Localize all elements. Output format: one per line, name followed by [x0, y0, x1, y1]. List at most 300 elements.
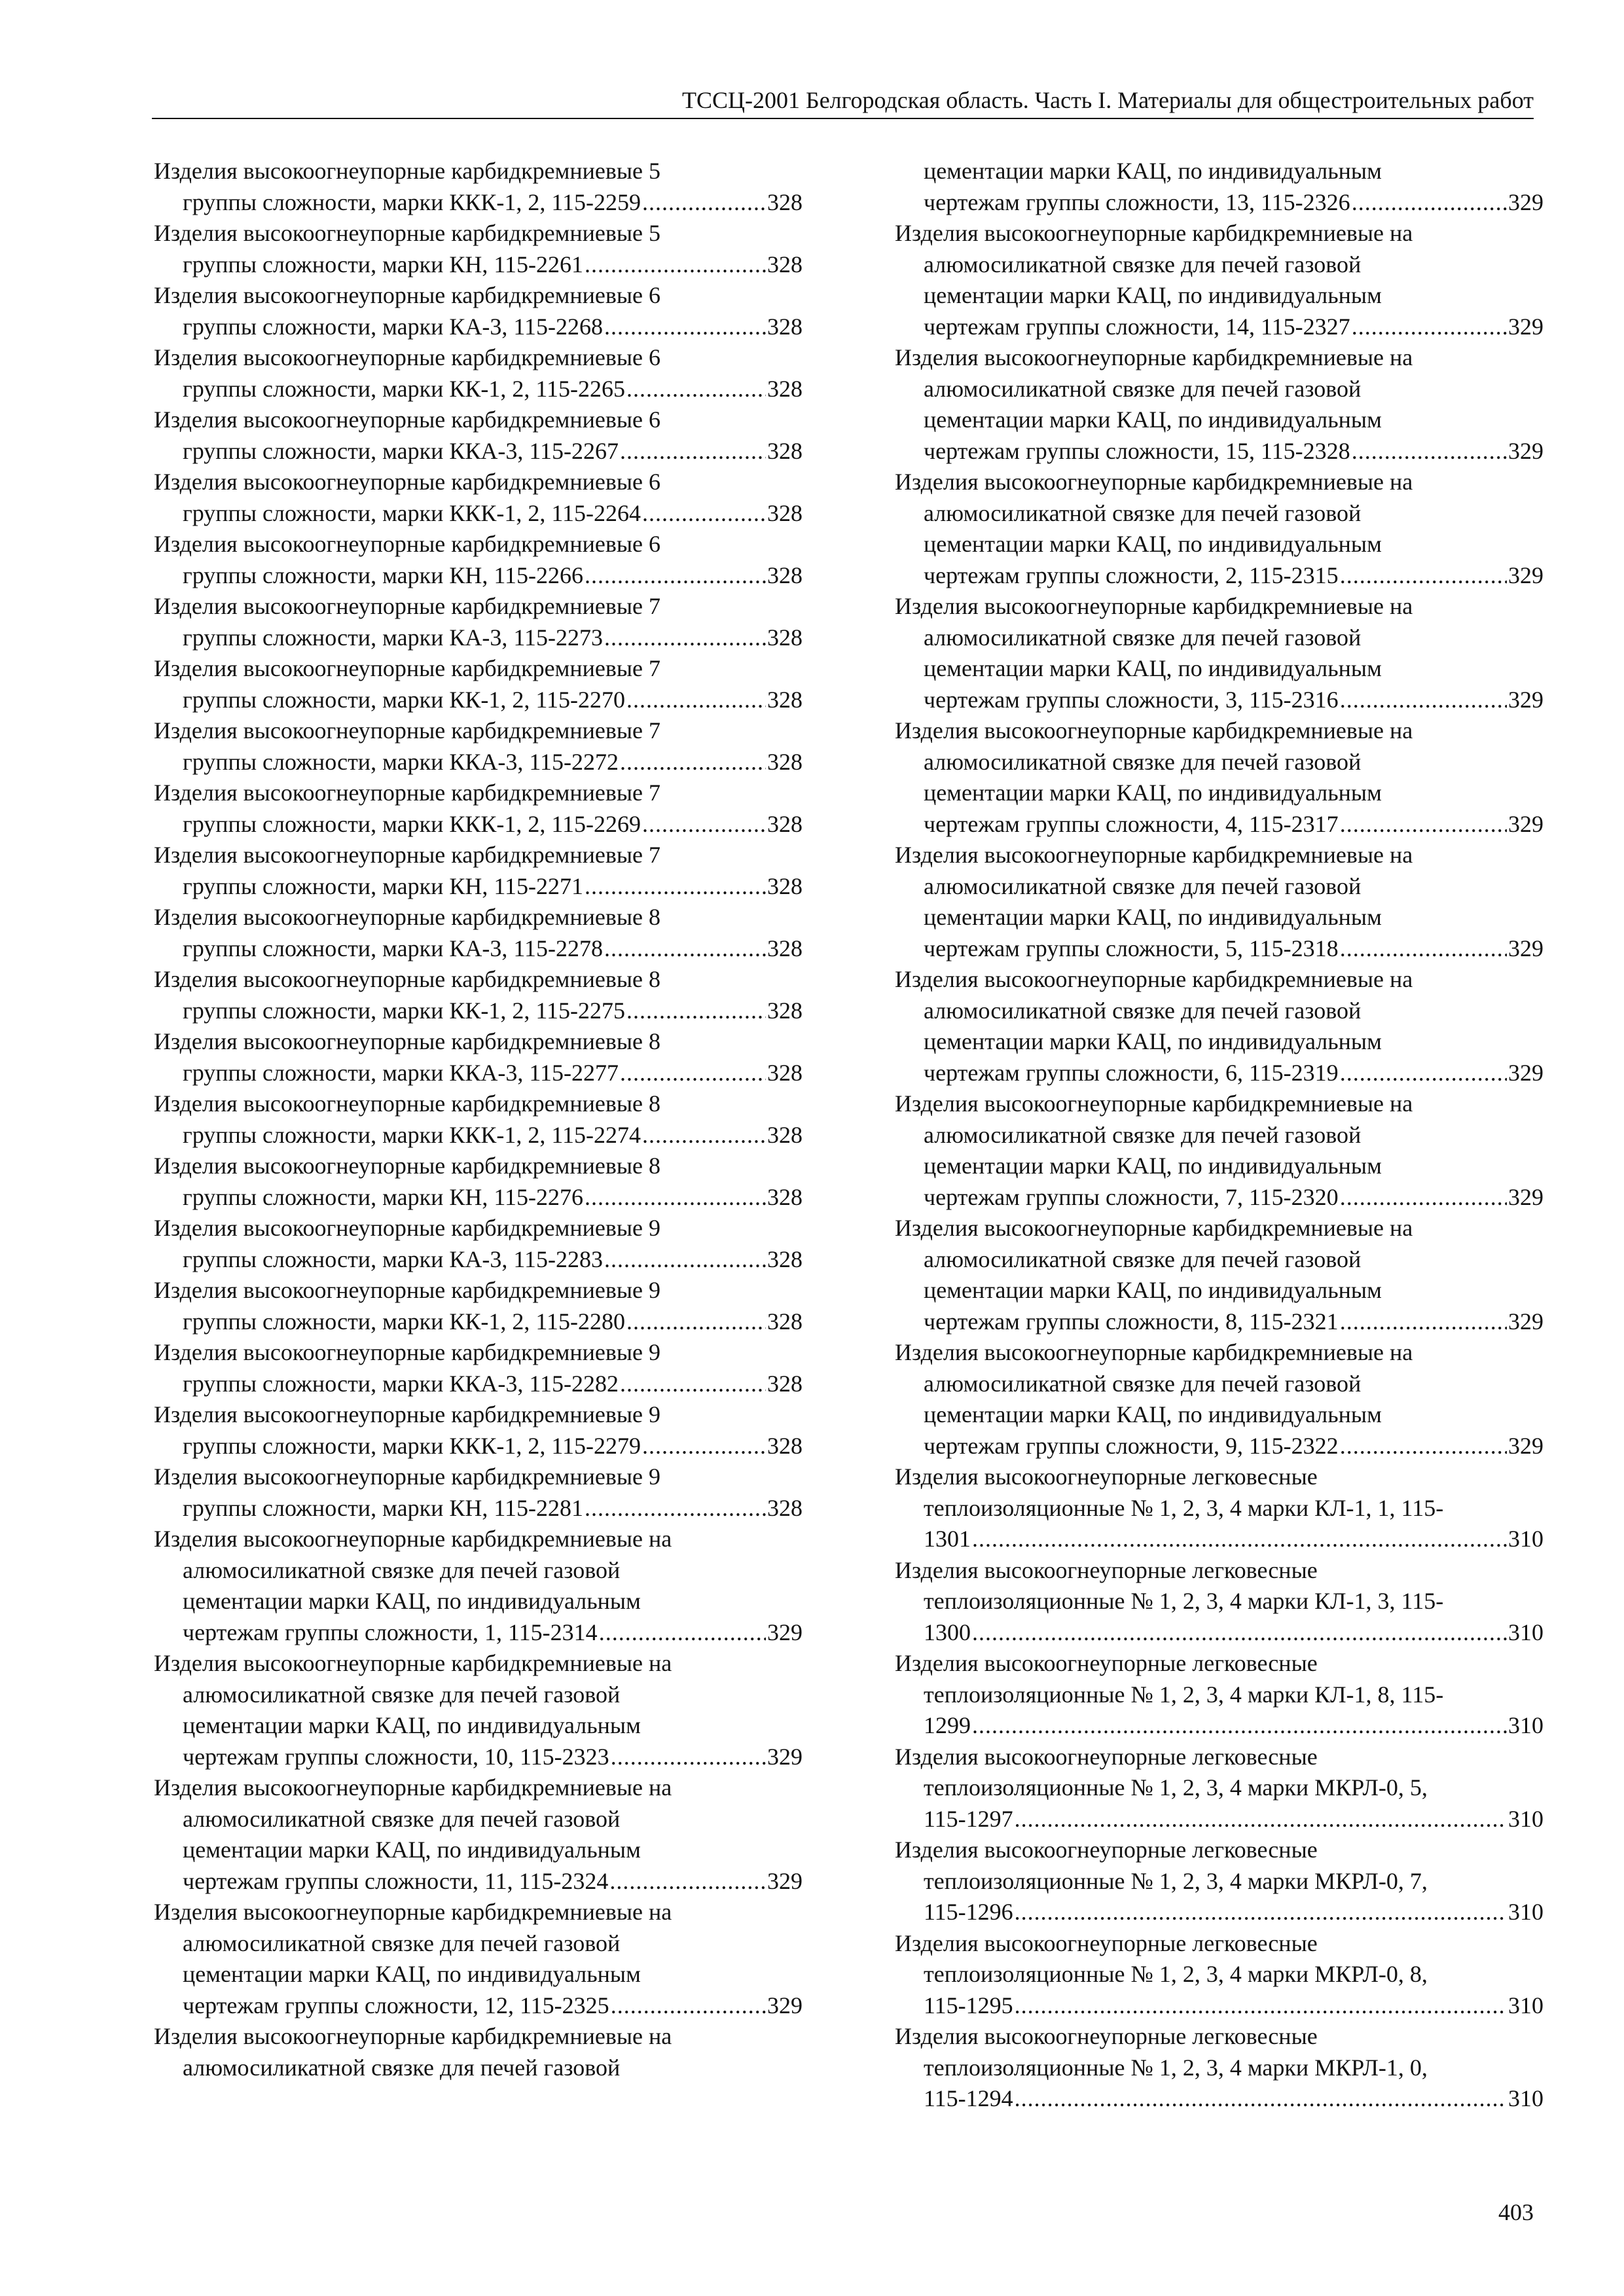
dot-leader	[626, 1306, 766, 1338]
index-entry-line: Изделия высокоогнеупорные карбидкремниевые 7	[154, 717, 661, 744]
index-entry	[154, 591, 803, 653]
index-entry-line: Изделия высокоогнеупорные карбидкремниевые на	[895, 1339, 1413, 1365]
index-entry	[154, 1026, 803, 1088]
entry-text: группы сложности, марки КА-3, 115-2273	[183, 624, 603, 651]
index-entry-line: алюмосиликатной связке для печей газовой	[183, 1556, 621, 1583]
index-entry-line	[154, 498, 803, 529]
index-entry-line	[895, 1617, 1543, 1649]
index-entry-line: Изделия высокоогнеупорные легковесные	[895, 1556, 1318, 1583]
entry-text: группы сложности, марки КН, 115-2281	[183, 1494, 583, 1521]
index-entry-line: Изделия высокоогнеупорные легковесные	[895, 1929, 1318, 1956]
dot-leader	[972, 1524, 1507, 1555]
index-entry-line: теплоизоляционные № 1, 2, 3, 4 марки КЛ-1, 1, 115-	[924, 1494, 1444, 1521]
index-entry-line: Изделия высокоогнеупорные карбидкремниевые на	[895, 220, 1413, 246]
entry-page-number: 328	[767, 624, 803, 651]
dot-leader	[1352, 312, 1507, 343]
entry-text: группы сложности, марки КН, 115-2276	[183, 1183, 583, 1210]
index-entry-line: Изделия высокоогнеупорные карбидкремниевые на	[895, 842, 1413, 868]
index-entry-line: алюмосиликатной связке для печей газовой	[183, 1681, 621, 1708]
entry-text: группы сложности, марки КА-3, 115-2283	[183, 1246, 603, 1272]
index-entry-line: алюмосиликатной связке для печей газовой	[924, 375, 1362, 402]
entry-page-number: 328	[767, 1432, 803, 1459]
entry-text: группы сложности, марки ККК-1, 2, 115-2259	[183, 188, 641, 215]
index-entry-line: алюмосиликатной связке для печей газовой	[924, 1370, 1362, 1397]
index-entry-line	[154, 187, 803, 219]
index-entry-line	[895, 1431, 1543, 1462]
entry-page-number: 328	[767, 1494, 803, 1521]
index-entry	[154, 1772, 803, 1897]
entry-text: чертежам группы сложности, 9, 115-2322	[924, 1432, 1339, 1459]
index-entry-line	[154, 1182, 803, 1213]
index-entry	[895, 591, 1543, 715]
entry-page-number: 328	[767, 437, 803, 464]
index-entry-line: цементации марки КАЦ, по индивидуальным	[924, 1401, 1382, 1427]
index-entry-line: алюмосиликатной связке для печей газовой	[924, 1121, 1362, 1148]
dot-leader	[642, 498, 766, 529]
entry-text: группы сложности, марки КК-1, 2, 115-2280	[183, 1308, 626, 1335]
entry-page-number: 328	[767, 1121, 803, 1148]
entry-page-number: 310	[1508, 2085, 1543, 2111]
index-entry-line	[154, 1431, 803, 1462]
dot-leader	[1340, 1182, 1507, 1213]
entry-text: 115-1294	[924, 2085, 1013, 2111]
entry-page-number: 329	[1508, 686, 1543, 713]
entry-page-number: 329	[1508, 1308, 1543, 1335]
entry-page-number: 310	[1508, 1899, 1543, 1925]
entry-text: 115-1297	[924, 1805, 1013, 1832]
index-entry-line: Изделия высокоогнеупорные карбидкремниевые на	[154, 1899, 672, 1925]
entry-page-number: 328	[767, 748, 803, 775]
index-entry-line: алюмосиликатной связке для печей газовой	[924, 624, 1362, 651]
entry-page-number: 328	[767, 997, 803, 1024]
entry-text: чертежам группы сложности, 4, 115-2317	[924, 810, 1339, 837]
dot-leader	[1340, 1058, 1507, 1089]
index-entry-line: Изделия высокоогнеупорные карбидкремниевые на	[154, 1774, 672, 1801]
entry-text: чертежам группы сложности, 12, 115-2325	[183, 1992, 609, 2018]
index-entry-line: Изделия высокоогнеупорные карбидкремниевые 5	[154, 220, 661, 246]
index-entry-line: теплоизоляционные № 1, 2, 3, 4 марки МКРЛ-1, 0,	[924, 2054, 1428, 2081]
index-entry-line: цементации марки КАЦ, по индивидуальным	[183, 1588, 641, 1614]
index-entry-line: алюмосиликатной связке для печей газовой	[924, 997, 1362, 1024]
index-entry	[154, 653, 803, 715]
entry-text: чертежам группы сложности, 13, 115-2326	[924, 188, 1350, 215]
index-entry-line: Изделия высокоогнеупорные легковесные	[895, 1650, 1318, 1676]
index-entry	[154, 1399, 803, 1462]
index-entry	[895, 467, 1543, 591]
index-entry-line: Изделия высокоогнеупорные карбидкремниевые 9	[154, 1401, 661, 1427]
entry-page-number: 328	[767, 499, 803, 526]
index-entry-line: Изделия высокоогнеупорные карбидкремниевые на	[154, 2023, 672, 2049]
index-entry-line: цементации марки КАЦ, по индивидуальным	[924, 1153, 1382, 1179]
index-entry-line	[154, 312, 803, 343]
index-entry-line: Изделия высокоогнеупорные легковесные	[895, 2023, 1318, 2049]
index-entry	[895, 1555, 1543, 1649]
entry-page-number: 329	[1508, 562, 1543, 588]
index-entry-line: цементации марки КАЦ, по индивидуальным	[924, 282, 1382, 308]
dot-leader	[620, 747, 766, 778]
index-entry-line: Изделия высокоогнеупорные карбидкремниевые 9	[154, 1339, 661, 1365]
index-entry-line	[154, 1617, 803, 1649]
dot-leader	[611, 1742, 766, 1773]
index-entry-line: цементации марки КАЦ, по индивидуальным	[924, 904, 1382, 930]
entry-text: чертежам группы сложности, 2, 115-2315	[924, 562, 1339, 588]
index-entry-line: алюмосиликатной связке для печей газовой	[924, 872, 1362, 899]
entry-page-number: 329	[767, 1992, 803, 2018]
index-entry-line	[895, 187, 1543, 219]
index-entry	[154, 1337, 803, 1399]
index-entry	[895, 1337, 1543, 1462]
dot-leader	[1352, 187, 1507, 219]
index-entry-line: цементации марки КАЦ, по индивидуальным	[924, 780, 1382, 806]
entry-page-number: 328	[767, 251, 803, 278]
entry-page-number: 329	[1508, 188, 1543, 215]
entry-page-number: 328	[767, 375, 803, 402]
index-entry-line	[895, 933, 1543, 965]
entry-text: чертежам группы сложности, 7, 115-2320	[924, 1183, 1339, 1210]
index-entry-line: алюмосиликатной связке для печей газовой	[183, 1929, 621, 1956]
index-entry	[895, 715, 1543, 840]
index-entry-line	[154, 560, 803, 592]
entry-text: группы сложности, марки ККК-1, 2, 115-2274	[183, 1121, 641, 1148]
dot-leader	[585, 1182, 766, 1213]
index-entry	[895, 156, 1543, 218]
index-entry	[154, 1524, 803, 1648]
entry-page-number: 328	[767, 1308, 803, 1335]
entry-page-number: 329	[1508, 1059, 1543, 1086]
entry-text: чертежам группы сложности, 6, 115-2319	[924, 1059, 1339, 1086]
index-entry-line	[154, 436, 803, 467]
entry-text: группы сложности, марки ККА-3, 115-2282	[183, 1370, 619, 1397]
index-entry-line	[895, 436, 1543, 467]
index-entry-line: цементации марки КАЦ, по индивидуальным	[924, 1028, 1382, 1054]
index-entry-line: Изделия высокоогнеупорные карбидкремниевые 6	[154, 531, 661, 557]
index-entry	[154, 156, 803, 218]
entry-text: чертежам группы сложности, 15, 115-2328	[924, 437, 1350, 464]
index-entry-line: цементации марки КАЦ, по индивидуальным	[183, 1961, 641, 1987]
entry-page-number: 329	[1508, 1432, 1543, 1459]
entry-text: группы сложности, марки КК-1, 2, 115-2275	[183, 997, 626, 1024]
entry-text: группы сложности, марки ККК-1, 2, 115-2264	[183, 499, 641, 526]
index-entry-line: Изделия высокоогнеупорные карбидкремниевые на	[895, 593, 1413, 619]
entry-text: чертежам группы сложности, 1, 115-2314	[183, 1619, 598, 1645]
index-entry-line: Изделия высокоогнеупорные карбидкремниевые на	[895, 344, 1413, 370]
dot-leader	[1015, 2083, 1507, 2115]
index-entry-line	[154, 374, 803, 405]
entry-page-number: 310	[1508, 1526, 1543, 1552]
entry-text: чертежам группы сложности, 11, 115-2324	[183, 1867, 609, 1894]
dot-leader	[1340, 560, 1507, 592]
index-entry-line	[154, 1244, 803, 1276]
dot-leader	[642, 1431, 766, 1462]
index-entry-line: Изделия высокоогнеупорные карбидкремниевые 6	[154, 344, 661, 370]
index-entry	[895, 1462, 1543, 1555]
entry-page-number: 310	[1508, 1619, 1543, 1645]
dot-leader	[620, 1369, 766, 1400]
dot-leader	[642, 187, 766, 219]
index-entry	[154, 1275, 803, 1337]
entry-text: 1300	[924, 1619, 971, 1645]
entry-text: группы сложности, марки КА-3, 115-2268	[183, 313, 603, 340]
dot-leader	[1340, 1306, 1507, 1338]
index-entry-line: цементации марки КАЦ, по индивидуальным	[924, 158, 1382, 184]
index-entry-line	[895, 1306, 1543, 1338]
index-entry-line: теплоизоляционные № 1, 2, 3, 4 марки МКРЛ-0, 5,	[924, 1774, 1428, 1801]
index-entry-line: цементации марки КАЦ, по индивидуальным	[924, 531, 1382, 557]
index-entry-line: Изделия высокоогнеупорные карбидкремниевые 9	[154, 1277, 661, 1303]
entry-text: группы сложности, марки КН, 115-2271	[183, 872, 583, 899]
entry-text: группы сложности, марки КА-3, 115-2278	[183, 935, 603, 961]
index-entry-line	[895, 685, 1543, 716]
entry-page-number: 329	[1508, 437, 1543, 464]
index-entry	[895, 1088, 1543, 1213]
entry-text: группы сложности, марки КК-1, 2, 115-2270	[183, 686, 626, 713]
entry-text: группы сложности, марки КК-1, 2, 115-2265	[183, 375, 626, 402]
index-entry-line: Изделия высокоогнеупорные карбидкремниевые 6	[154, 282, 661, 308]
index-entry	[154, 1151, 803, 1213]
entry-page-number: 328	[767, 872, 803, 899]
dot-leader	[1340, 809, 1507, 840]
index-entry-line: теплоизоляционные № 1, 2, 3, 4 марки КЛ-1, 8, 115-	[924, 1681, 1444, 1708]
index-entry	[154, 2021, 803, 2083]
index-entry-line: Изделия высокоогнеупорные карбидкремниевые 8	[154, 1028, 661, 1054]
index-entry	[154, 902, 803, 964]
index-entry	[154, 467, 803, 529]
index-entry-line	[154, 1990, 803, 2022]
dot-leader	[1352, 436, 1507, 467]
entry-text: чертежам группы сложности, 14, 115-2327	[924, 313, 1350, 340]
index-entry-line: Изделия высокоогнеупорные карбидкремниевые 7	[154, 780, 661, 806]
dot-leader	[1340, 685, 1507, 716]
dot-leader	[1340, 933, 1507, 965]
index-entry	[895, 2021, 1543, 2115]
entry-page-number: 328	[767, 1059, 803, 1086]
index-entry-line: алюмосиликатной связке для печей газовой	[924, 499, 1362, 526]
index-entry-line	[895, 1804, 1543, 1835]
index-entry-line: Изделия высокоогнеупорные карбидкремниевые 8	[154, 966, 661, 992]
index-entry	[154, 280, 803, 342]
index-entry-line: Изделия высокоогнеупорные карбидкремниевые 9	[154, 1215, 661, 1241]
index-entry-line	[154, 871, 803, 903]
index-entry-line: теплоизоляционные № 1, 2, 3, 4 марки КЛ-1, 3, 115-	[924, 1588, 1444, 1614]
index-entry	[895, 1648, 1543, 1742]
index-column-right	[895, 156, 1543, 2115]
index-entry-line: цементации марки КАЦ, по индивидуальным	[183, 1837, 641, 1863]
dot-leader	[585, 1493, 766, 1524]
entry-page-number: 328	[767, 1183, 803, 1210]
index-entry-line	[154, 1058, 803, 1089]
dot-leader	[1015, 1804, 1507, 1835]
dot-leader	[1015, 1990, 1507, 2022]
entry-text: 1301	[924, 1526, 971, 1552]
entry-page-number: 328	[767, 562, 803, 588]
index-entry-line: Изделия высокоогнеупорные карбидкремниевые на	[895, 469, 1413, 495]
index-entry-line: цементации марки КАЦ, по индивидуальным	[183, 1712, 641, 1738]
dot-leader	[626, 996, 766, 1027]
index-entry	[154, 218, 803, 280]
index-entry-line	[895, 1897, 1543, 1928]
index-entry-line: цементации марки КАЦ, по индивидуальным	[924, 1277, 1382, 1303]
index-entry-line: Изделия высокоогнеупорные карбидкремниевые 8	[154, 1090, 661, 1117]
dot-leader	[611, 1990, 766, 2022]
index-entry-line	[154, 622, 803, 654]
index-entry	[154, 778, 803, 840]
page-number: 403	[1498, 2199, 1534, 2225]
entry-page-number: 328	[767, 1370, 803, 1397]
index-entry-line	[895, 1182, 1543, 1213]
entry-text: группы сложности, марки ККК-1, 2, 115-2279	[183, 1432, 641, 1459]
dot-leader	[585, 249, 766, 281]
entry-page-number: 328	[767, 935, 803, 961]
entry-text: группы сложности, марки ККА-3, 115-2267	[183, 437, 619, 464]
dot-leader	[620, 1058, 766, 1089]
entry-page-number: 329	[767, 1743, 803, 1770]
index-entry-line	[895, 560, 1543, 592]
entry-text: чертежам группы сложности, 5, 115-2318	[924, 935, 1339, 961]
dot-leader	[604, 312, 766, 343]
index-entry-line	[154, 1866, 803, 1897]
index-entry-line: Изделия высокоогнеупорные карбидкремниевые 6	[154, 406, 661, 433]
entry-page-number: 328	[767, 1246, 803, 1272]
index-entry-line	[895, 1058, 1543, 1089]
dot-leader	[1340, 1431, 1507, 1462]
index-entry-line	[895, 2083, 1543, 2115]
index-entry-line: Изделия высокоогнеупорные легковесные	[895, 1463, 1318, 1490]
entry-page-number: 329	[767, 1867, 803, 1894]
index-entry	[895, 840, 1543, 964]
index-entry	[154, 1897, 803, 2021]
index-entry-line	[154, 933, 803, 965]
dot-leader	[585, 871, 766, 903]
index-entry-line: цементации марки КАЦ, по индивидуальным	[924, 406, 1382, 433]
index-entry	[895, 342, 1543, 467]
index-entry-line	[895, 1710, 1543, 1742]
entry-page-number: 328	[767, 188, 803, 215]
index-entry-line: Изделия высокоогнеупорные карбидкремниевые на	[895, 717, 1413, 744]
dot-leader	[1015, 1897, 1507, 1928]
index-entry	[154, 1648, 803, 1772]
index-entry-line	[895, 1524, 1543, 1555]
index-entry-line	[154, 1306, 803, 1338]
index-column-left	[154, 156, 803, 2083]
entry-page-number: 329	[1508, 313, 1543, 340]
index-entry-line: алюмосиликатной связке для печей газовой	[183, 2054, 621, 2081]
entry-page-number: 329	[767, 1619, 803, 1645]
index-entry-line	[154, 1742, 803, 1773]
index-entry-line: Изделия высокоогнеупорные карбидкремниевые на	[154, 1650, 672, 1676]
index-entry	[895, 1742, 1543, 1835]
index-entry	[154, 1462, 803, 1524]
entry-text: группы сложности, марки КН, 115-2266	[183, 562, 583, 588]
index-entry-line: теплоизоляционные № 1, 2, 3, 4 марки МКРЛ-0, 8,	[924, 1961, 1428, 1987]
dot-leader	[972, 1617, 1507, 1649]
index-entry	[154, 404, 803, 467]
index-entry-line: Изделия высокоогнеупорные карбидкремниевые на	[895, 1090, 1413, 1117]
entry-page-number: 310	[1508, 1712, 1543, 1738]
dot-leader	[585, 560, 766, 592]
entry-page-number: 329	[1508, 1183, 1543, 1210]
index-entry-line: Изделия высокоогнеупорные карбидкремниевые 9	[154, 1463, 661, 1490]
entry-text: группы сложности, марки ККА-3, 115-2272	[183, 748, 619, 775]
index-entry	[895, 964, 1543, 1088]
entry-page-number: 310	[1508, 1805, 1543, 1832]
running-header: ТССЦ-2001 Белгородская область. Часть I. Материалы для общестроительных работ	[152, 84, 1534, 119]
dot-leader	[642, 809, 766, 840]
index-entry-line: алюмосиликатной связке для печей газовой	[924, 251, 1362, 278]
index-entry	[895, 1213, 1543, 1337]
index-entry-line: теплоизоляционные № 1, 2, 3, 4 марки МКРЛ-0, 7,	[924, 1867, 1428, 1894]
index-entry-line: алюмосиликатной связке для печей газовой	[183, 1805, 621, 1832]
index-entry-line: алюмосиликатной связке для печей газовой	[924, 748, 1362, 775]
index-entry-line: Изделия высокоогнеупорные карбидкремниевые 5	[154, 158, 661, 184]
dot-leader	[620, 436, 766, 467]
index-entry-line	[895, 809, 1543, 840]
entry-text: 1299	[924, 1712, 971, 1738]
index-entry	[895, 1928, 1543, 2022]
index-entry	[154, 840, 803, 902]
dot-leader	[599, 1617, 766, 1649]
index-entry	[154, 342, 803, 404]
index-entry	[895, 218, 1543, 342]
entry-text: чертежам группы сложности, 3, 115-2316	[924, 686, 1339, 713]
entry-page-number: 328	[767, 686, 803, 713]
index-entry	[154, 715, 803, 778]
entry-text: группы сложности, марки ККК-1, 2, 115-2269	[183, 810, 641, 837]
entry-text: чертежам группы сложности, 10, 115-2323	[183, 1743, 609, 1770]
entry-page-number: 329	[1508, 810, 1543, 837]
index-entry-line: цементации марки КАЦ, по индивидуальным	[924, 655, 1382, 681]
index-entry-line: Изделия высокоогнеупорные карбидкремниевые 6	[154, 469, 661, 495]
dot-leader	[626, 374, 766, 405]
index-entry	[154, 1213, 803, 1275]
index-entry	[154, 529, 803, 591]
index-entry-line: Изделия высокоогнеупорные карбидкремниевые на	[895, 966, 1413, 992]
index-entry-line: Изделия высокоогнеупорные карбидкремниевые 7	[154, 842, 661, 868]
index-entry-line	[154, 1493, 803, 1524]
dot-leader	[972, 1710, 1507, 1742]
index-entry-line: алюмосиликатной связке для печей газовой	[924, 1246, 1362, 1272]
entry-page-number: 329	[1508, 935, 1543, 961]
entry-text: 115-1296	[924, 1899, 1013, 1925]
dot-leader	[626, 685, 766, 716]
index-entry-line	[154, 249, 803, 281]
entry-page-number: 328	[767, 810, 803, 837]
dot-leader	[604, 933, 766, 965]
index-entry-line: Изделия высокоогнеупорные карбидкремниевые на	[895, 1215, 1413, 1241]
entry-text: чертежам группы сложности, 8, 115-2321	[924, 1308, 1339, 1335]
index-entry-line: Изделия высокоогнеупорные карбидкремниевые 8	[154, 1153, 661, 1179]
index-entry-line: Изделия высокоогнеупорные легковесные	[895, 1743, 1318, 1770]
entry-text: группы сложности, марки ККА-3, 115-2277	[183, 1059, 619, 1086]
index-entry-line	[154, 1120, 803, 1151]
index-entry-line	[154, 809, 803, 840]
index-entry-line	[895, 312, 1543, 343]
index-entry-line: Изделия высокоогнеупорные карбидкремниевые 7	[154, 655, 661, 681]
index-entry-line	[154, 1369, 803, 1400]
index-entry-line: Изделия высокоогнеупорные легковесные	[895, 1837, 1318, 1863]
index-entry	[154, 964, 803, 1026]
index-entry-line: Изделия высокоогнеупорные карбидкремниевые 7	[154, 593, 661, 619]
index-entry	[154, 1088, 803, 1151]
entry-text: группы сложности, марки КН, 115-2261	[183, 251, 583, 278]
index-entry-line	[154, 685, 803, 716]
index-entry-line	[154, 747, 803, 778]
index-entry	[895, 1835, 1543, 1928]
index-entry-line	[895, 1990, 1543, 2022]
dot-leader	[609, 1866, 766, 1897]
dot-leader	[604, 1244, 766, 1276]
index-entry-line: Изделия высокоогнеупорные карбидкремниевые 8	[154, 904, 661, 930]
entry-page-number: 328	[767, 313, 803, 340]
